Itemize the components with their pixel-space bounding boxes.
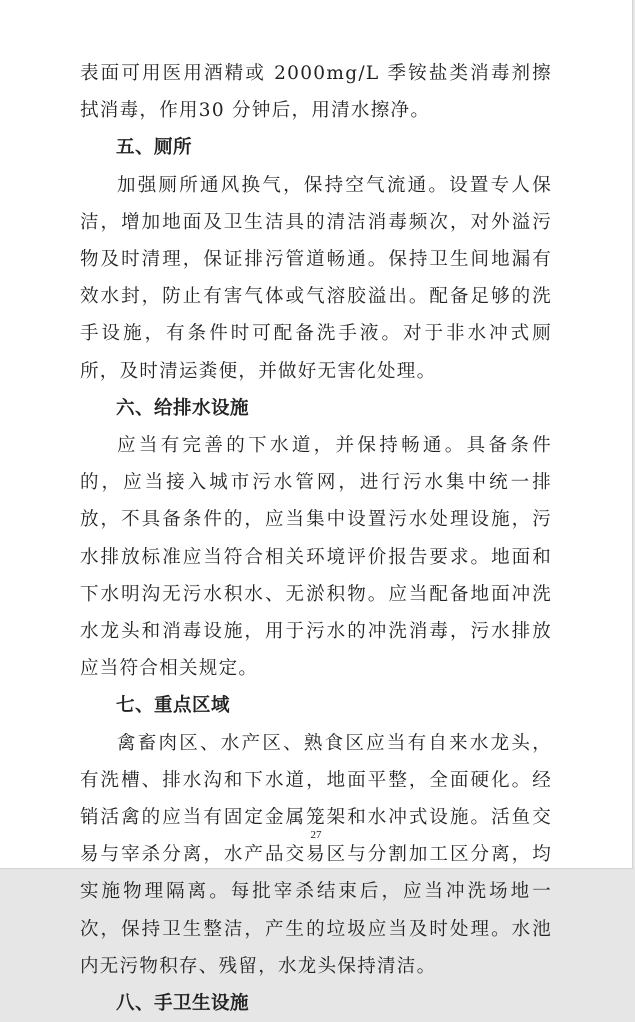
page-body <box>80 55 552 1022</box>
page-number: 27 <box>310 829 322 841</box>
section-heading-hand-hygiene: 八、手卫生设施 <box>116 993 250 1015</box>
paragraph-disinfection-continued: 表面可用医用酒精或 2000mg/L 季铵盐类消毒剂擦拭消毒，作用30 分钟后，用清水擦净。 <box>80 63 552 122</box>
section-heading-key-areas: 七、重点区域 <box>116 695 231 717</box>
section-heading-water-drainage: 六、给排水设施 <box>116 397 250 419</box>
paragraph-water-drainage: 应当有完善的下水道，并保持畅通。具备条件的，应当接入城市污水管网，进行污水集中统一排放，不具备条件的，应当集中设置污水处理设施，污水排放标准应当符合相关环境评价报告要求。地面和下水明沟无污水积水、无淤积物。应当配备地面冲洗水龙头和消毒设施，用于污水的冲洗消毒，污水排放应当符合相关规定。 <box>80 435 552 680</box>
paragraph-toilets: 加强厕所通风换气，保持空气流通。设置专人保洁，增加地面及卫生洁具的清洁消毒频次，对外溢污物及时清理，保证排污管道畅通。保持卫生间地漏有效水封，防止有害气体或气溶胶溢出。配备足够的洗手设施，有条件时可配备洗手液。对于非水冲式厕所，及时清运粪便，并做好无害化处理。 <box>80 174 552 382</box>
section-heading-toilets: 五、厕所 <box>116 137 193 159</box>
paragraph-key-areas: 禽畜肉区、水产区、熟食区应当有自来水龙头，有洗槽、排水沟和下水道，地面平整，全面硬化。经销活禽的应当有固定金属笼架和水冲式设施。活鱼交易与宰杀分离，水产品交易区与分割加工区分离，均实施物理隔离。每批宰杀结束后，应当冲洗场地一次，保持卫生整洁，产生的垃圾应当及时处理。水池内无污物积存、残留，水龙头保持清洁。 <box>80 732 552 977</box>
